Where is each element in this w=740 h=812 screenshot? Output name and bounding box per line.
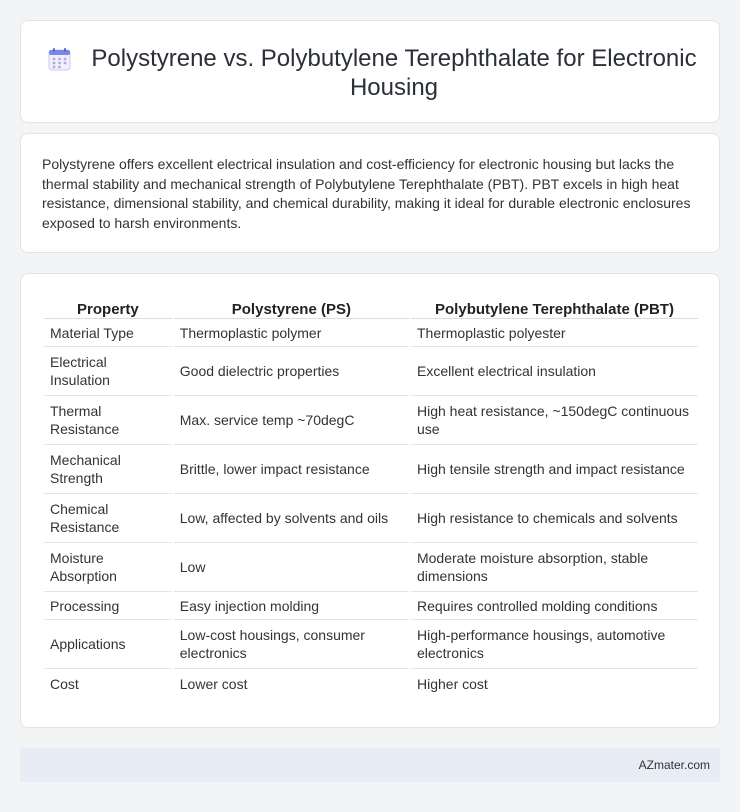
summary-card bbox=[20, 133, 720, 253]
comparison-table bbox=[42, 297, 700, 698]
table-cell: Thermoplastic polymer bbox=[174, 319, 409, 347]
table-row bbox=[44, 669, 698, 698]
table-cell: Thermal Resistance bbox=[44, 396, 172, 445]
table-cell: Processing bbox=[44, 592, 172, 620]
table-cell: Moderate moisture absorption, stable dimensions bbox=[411, 543, 698, 592]
table-cell: Thermoplastic polyester bbox=[411, 319, 698, 347]
table-header-row bbox=[44, 297, 698, 319]
table-cell: High heat resistance, ~150degC continuous use bbox=[411, 396, 698, 445]
table-cell: Low bbox=[174, 543, 409, 592]
table-cell: Low, affected by solvents and oils bbox=[174, 494, 409, 543]
table-row bbox=[44, 347, 698, 396]
table-cell: High resistance to chemicals and solvents bbox=[411, 494, 698, 543]
table-cell: Cost bbox=[50, 675, 79, 692]
table-row bbox=[44, 445, 698, 494]
table-row bbox=[44, 494, 698, 543]
page-title: Polystyrene vs. Polybutylene Terephthalate for Electronic Housing bbox=[91, 45, 697, 101]
footer-bar bbox=[20, 748, 720, 782]
table-row bbox=[44, 396, 698, 445]
table-row bbox=[44, 319, 698, 347]
footer-site-link[interactable]: AZmater.com bbox=[638, 758, 710, 772]
comparison-table-card bbox=[20, 273, 720, 728]
table-cell: Applications bbox=[44, 620, 172, 669]
column-header: Polystyrene (PS) bbox=[174, 297, 409, 319]
table-row bbox=[44, 620, 698, 669]
table-row bbox=[44, 592, 698, 620]
column-header: Polybutylene Terephthalate (PBT) bbox=[411, 297, 698, 319]
table-cell: Brittle, lower impact resistance bbox=[174, 445, 409, 494]
table-cell: Higher cost bbox=[416, 675, 488, 692]
table-cell: Requires controlled molding conditions bbox=[411, 592, 698, 620]
table-cell: High-performance housings, automotive electronics bbox=[411, 620, 698, 669]
table-cell: Electrical Insulation bbox=[44, 347, 172, 396]
header-card bbox=[20, 20, 720, 123]
table-cell: Chemical Resistance bbox=[44, 494, 172, 543]
table-cell: Excellent electrical insulation bbox=[411, 347, 698, 396]
summary-text: Polystyrene offers excellent electrical insulation and cost-efficiency for electronic housing but lacks the thermal stability and mechanical strength of Polybutylene Terephthalate (PBT). PBT excels in high heat resistance, dimensional stability, and chemical durability, making it ideal for durable electronic enclosures exposed to harsh environments. bbox=[42, 156, 691, 231]
table-cell: High tensile strength and impact resistance bbox=[411, 445, 698, 494]
table-cell: Moisture Absorption bbox=[44, 543, 172, 592]
table-cell: Good dielectric properties bbox=[174, 347, 409, 396]
table-cell: Mechanical Strength bbox=[44, 445, 172, 494]
table-cell: Lower cost bbox=[179, 675, 248, 692]
table-cell: Low-cost housings, consumer electronics bbox=[174, 620, 409, 669]
table-row bbox=[44, 543, 698, 592]
table-cell: Max. service temp ~70degC bbox=[174, 396, 409, 445]
table-cell: Material Type bbox=[44, 319, 172, 347]
table-cell: Easy injection molding bbox=[174, 592, 409, 620]
column-header: Property bbox=[44, 297, 172, 319]
